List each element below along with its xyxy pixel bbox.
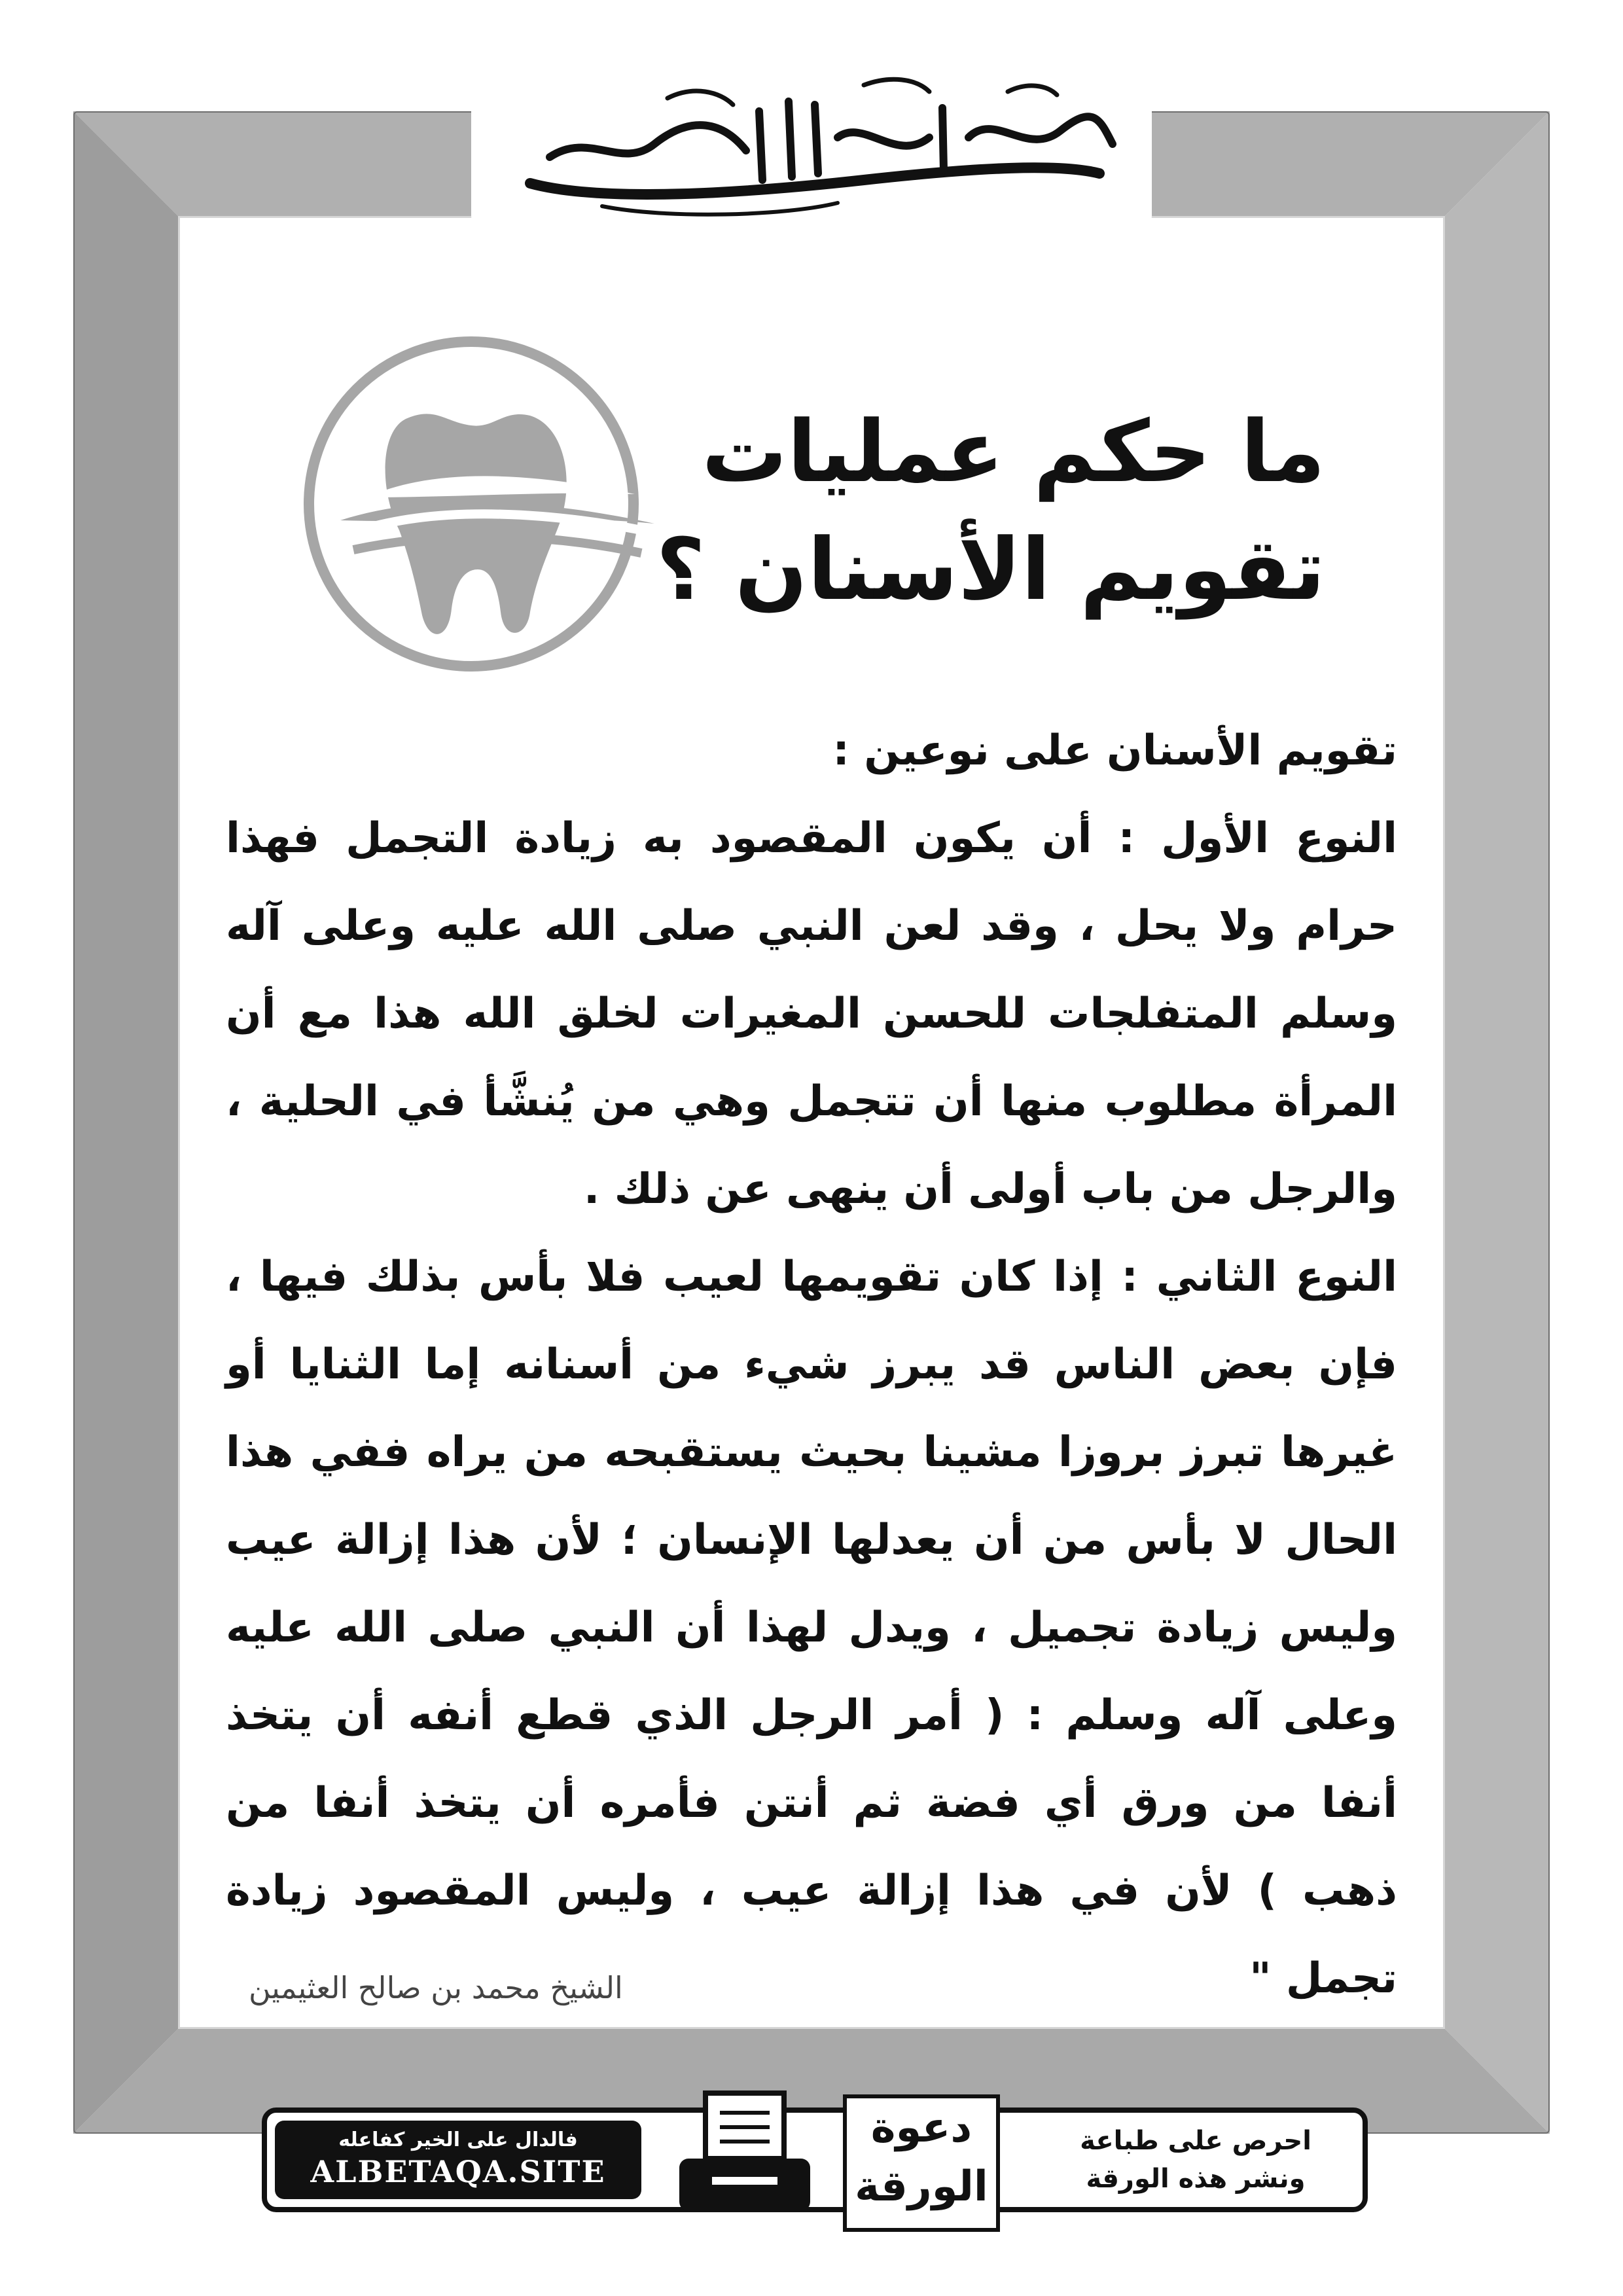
footer-motto: فالدال على الخير كفاعله [338, 2128, 578, 2151]
brand-line-1: دعوة [870, 2104, 972, 2152]
printer-icon [673, 2087, 817, 2224]
footer-site-link[interactable]: ALBETAQA.SITE [310, 2154, 606, 2189]
author-name: الشيخ محمد بن صالح العثيمين [249, 1970, 623, 2005]
brand-line-2: الورقة [855, 2162, 988, 2211]
article-body [226, 707, 1397, 2022]
footer-site-box[interactable] [275, 2121, 641, 2199]
footer-bar [262, 2104, 1368, 2212]
page-title [605, 393, 1325, 628]
footer-print-note [1042, 2122, 1349, 2198]
basmala-calligraphy [471, 39, 1152, 229]
body-paragraph-intro: تقويم الأسنان على نوعين : [832, 726, 1397, 775]
body-paragraph-type-1: النوع الأول : أن يكون المقصود به زيادة التجمل فهذا حرام ولا يحل ، وقد لعن النبي صلى الله عليه وعلى آله وسلم المتفلجات للحسن المغيرات لخلق الله هذا مع أن المرأة مطلوب منها أن تتجمل وهي من يُنشَّأ في الحلية ، والرجل من باب أولى أن ينهى عن ذلك . [226, 814, 1397, 1213]
title-line-2: تقويم الأسنان ؟ [656, 520, 1325, 619]
print-note-line-2: ونشر هذه الورقة [1086, 2164, 1306, 2194]
dawat-alwaraqa-logo [843, 2094, 1000, 2232]
title-line-1: ما حكم عمليات [702, 402, 1325, 501]
body-paragraph-type-2: النوع الثاني : إذا كان تقويمها لعيب فلا بأس بذلك فيها ، فإن بعض الناس قد يبرز شيء من أسنانه إما الثنايا أو غيرها تبرز بروزا مشينا بحيث يستقبحه من يراه ففي هذا الحال لا بأس من أن يعدلها الإنسان ؛ لأن هذا إزالة عيب وليس زيادة تجميل ، ويدل لهذا أن النبي صلى الله عليه وعلى آله وسلم : ( أمر الرجل الذي قطع أنفه أن يتخذ أنفا من ورق أي فضة ثم أنتن فأمره أن يتخذ أنفا من ذهب ) لأن في هذا إزالة عيب ، وليس المقصود زيادة تجمل " [226, 1253, 1397, 2003]
print-note-line-1: احرص على طباعة [1080, 2126, 1311, 2156]
